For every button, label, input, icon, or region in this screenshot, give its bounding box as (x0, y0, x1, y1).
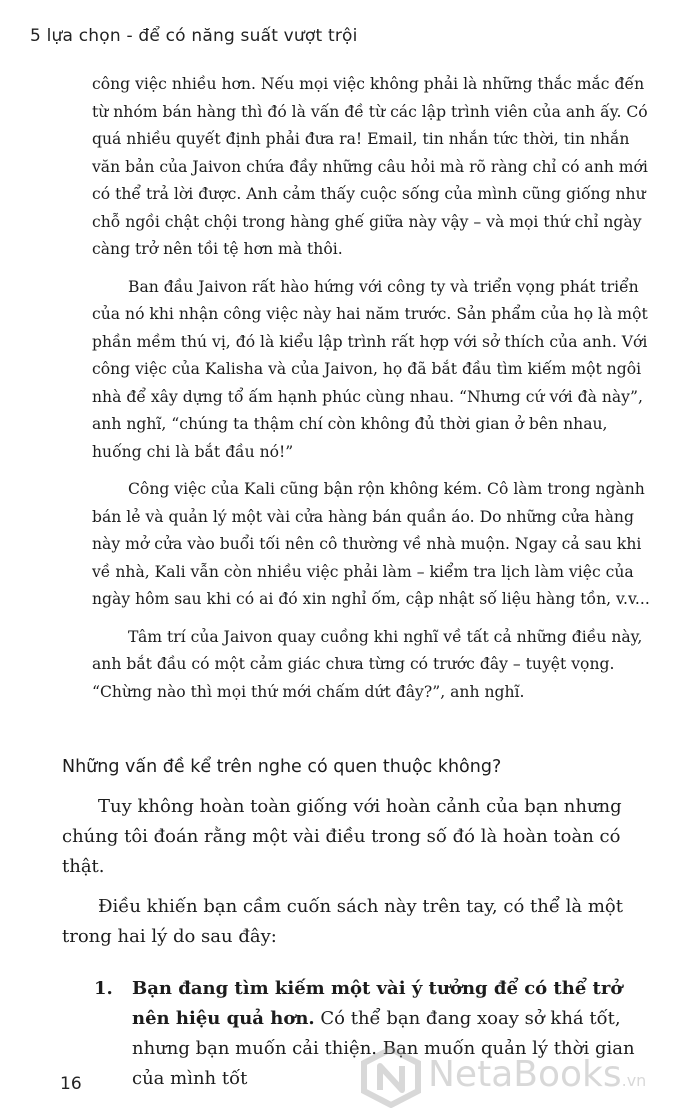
paragraph-2: Ban đầu Jaivon rất hào hứng với công ty và triển vọng phát triển của nó khi nhận công việc này hai năm trước. Sản phẩm của họ là một phần mềm thú vị, đó là kiểu lập trình rất hợp với sở thích của anh. Với công việc của Kalisha và của Jaivon, họ đã bắt đầu tìm kiếm một ngôi nhà để xây dựng tổ ấm hạnh phúc cùng nhau. “Nhưng cứ với đà này”, anh nghĩ, “chúng ta thậm chí còn không đủ thời gian ở bên nhau, huống chi là bắt đầu nó!” (92, 277, 648, 461)
watermark (360, 1042, 700, 1112)
watermark-suffix: .vn (621, 1071, 647, 1090)
list-number: 1. (94, 978, 113, 999)
page-number: 16 (60, 1074, 82, 1094)
paragraph-1: công việc nhiều hơn. Nếu mọi việc không phải là những thắc mắc đến từ nhóm bán hàng thì đó là vấn đề từ các lập trình viên của anh ấy. Có quá nhiều quyết định phải đưa ra! Email, tin nhắn tức thời, tin nhắn văn bản của Jaivon chứa đầy những câu hỏi mà rõ ràng chỉ có anh mới có thể trả lời được. Anh cảm thấy cuộc sống của mình cũng giống như chỗ ngồi chật chội trong hàng ghế giữa này vậy – và mọi thứ chỉ ngày càng trở nên tồi tệ hơn mà thôi. (92, 75, 648, 258)
netabooks-logo-icon (360, 1046, 422, 1108)
paragraph-3: Công việc của Kali cũng bận rộn không kém. Cô làm trong ngành bán lẻ và quản lý một vài cửa hàng bán quần áo. Do những cửa hàng này mở cửa vào buổi tối nên cô thường về nhà muộn. Ngay cả sau khi về nhà, Kali vẫn còn nhiều việc phải làm – kiểm tra lịch làm việc của ngày hôm sau khi có ai đó xin nghỉ ốm, cập nhật số liệu hàng tồn, v.v... (92, 480, 650, 608)
watermark-brand: NetaBooks (428, 1054, 622, 1095)
watermark-text (428, 1054, 646, 1095)
story-text (92, 71, 652, 706)
section-paragraph-2: Điều khiến bạn cầm cuốn sách này trên tay, có thể là một trong hai lý do sau đây: (62, 896, 623, 947)
list-item-text: Có thể bạn đang xoay sở khá tốt, nhưng bạn muốn cải thiện. Bạn muốn quản lý thời gian của mình tốt (132, 1008, 635, 1089)
section-heading: Những vấn đề kể trên nghe có quen thuộc không? (62, 757, 502, 777)
list-item-bold-lead: Bạn đang tìm kiếm một vài ý tưởng để có thể trở nên hiệu quả hơn. (132, 978, 623, 1029)
running-title: 5 lựa chọn - để có năng suất vượt trội (30, 26, 358, 46)
section-paragraph-1: Tuy không hoàn toàn giống với hoàn cảnh của bạn nhưng chúng tôi đoán rằng một vài điều trong số đó là hoàn toàn có thật. (62, 796, 622, 877)
paragraph-4: Tâm trí của Jaivon quay cuồng khi nghĩ về tất cả những điều này, anh bắt đầu có một cảm giác chưa từng có trước đây – tuyệt vọng. “Chừng nào thì mọi thứ mới chấm dứt đây?”, anh nghĩ. (92, 627, 643, 701)
